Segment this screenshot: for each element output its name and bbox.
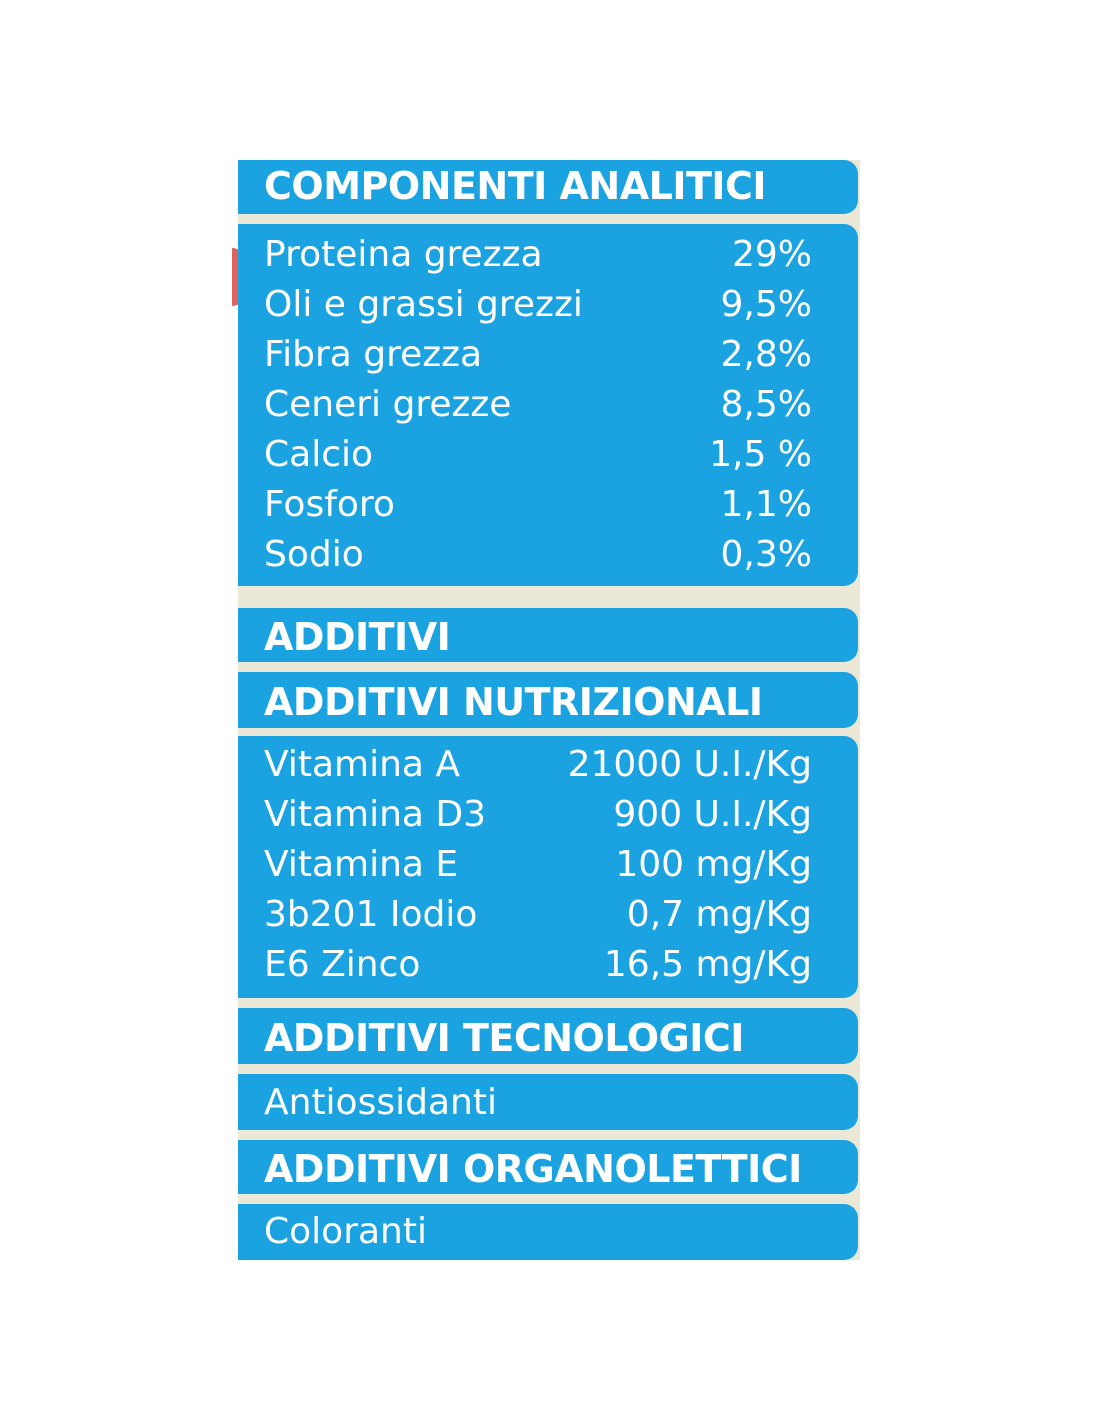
nutrient-value: 900 U.I./Kg [613,794,812,835]
nutrient-value: 8,5% [720,384,812,425]
nutrient-name: Fibra grezza [264,334,483,375]
nutrient-name: Oli e grassi grezzi [264,284,583,325]
analytical-rows [264,230,812,580]
nutrient-name: Sodio [264,534,364,575]
nutrient-value: 1,5 % [709,434,812,475]
nutrient-name: 3b201 Iodio [264,894,478,935]
table-row [264,280,812,330]
section-heading: ADDITIVI TECNOLOGICI [264,1016,744,1060]
analytical-components-header [238,160,858,214]
nutrient-name: Vitamina E [264,844,459,885]
nutrient-value: 100 mg/Kg [615,844,812,885]
technological-additives-body [238,1074,858,1130]
nutrient-value: 16,5 mg/Kg [603,944,812,985]
nutrition-label-panel [238,160,860,1260]
table-row [264,380,812,430]
table-row [264,530,812,580]
additives-header [238,608,858,662]
table-row [264,330,812,380]
nutrient-name: Proteina grezza [264,234,543,275]
nutrient-name: Ceneri grezze [264,384,512,425]
nutritional-rows [264,740,812,990]
nutrient-value: 29% [731,234,812,275]
nutritional-additives-header [238,672,858,728]
table-row [264,740,812,790]
technological-additives-header [238,1008,858,1064]
section-heading: COMPONENTI ANALITICI [264,164,767,208]
nutrient-name: Fosforo [264,484,395,525]
table-row [264,940,812,990]
table-row [264,480,812,530]
nutrient-value: 0,3% [720,534,812,575]
table-row [264,890,812,940]
nutrient-name: Calcio [264,434,374,475]
analytical-components-table [238,224,858,586]
section-heading: ADDITIVI [264,615,451,659]
organoleptic-item: Coloranti [264,1211,427,1252]
technological-item: Antiossidanti [264,1082,497,1123]
nutrient-name: E6 Zinco [264,944,421,985]
nutrient-value: 0,7 mg/Kg [626,894,812,935]
organoleptic-additives-body [238,1204,858,1260]
nutritional-additives-table [238,736,858,998]
organoleptic-additives-header [238,1140,858,1194]
nutrient-value: 2,8% [720,334,812,375]
table-row [264,790,812,840]
section-heading: ADDITIVI NUTRIZIONALI [264,680,763,724]
table-row [264,230,812,280]
nutrient-name: Vitamina A [264,744,461,785]
nutrient-name: Vitamina D3 [264,794,487,835]
nutrient-value: 9,5% [720,284,812,325]
nutrient-value: 1,1% [720,484,812,525]
section-heading: ADDITIVI ORGANOLETTICI [264,1147,802,1191]
nutrient-value: 21000 U.I./Kg [567,744,812,785]
table-row [264,430,812,480]
table-row [264,840,812,890]
